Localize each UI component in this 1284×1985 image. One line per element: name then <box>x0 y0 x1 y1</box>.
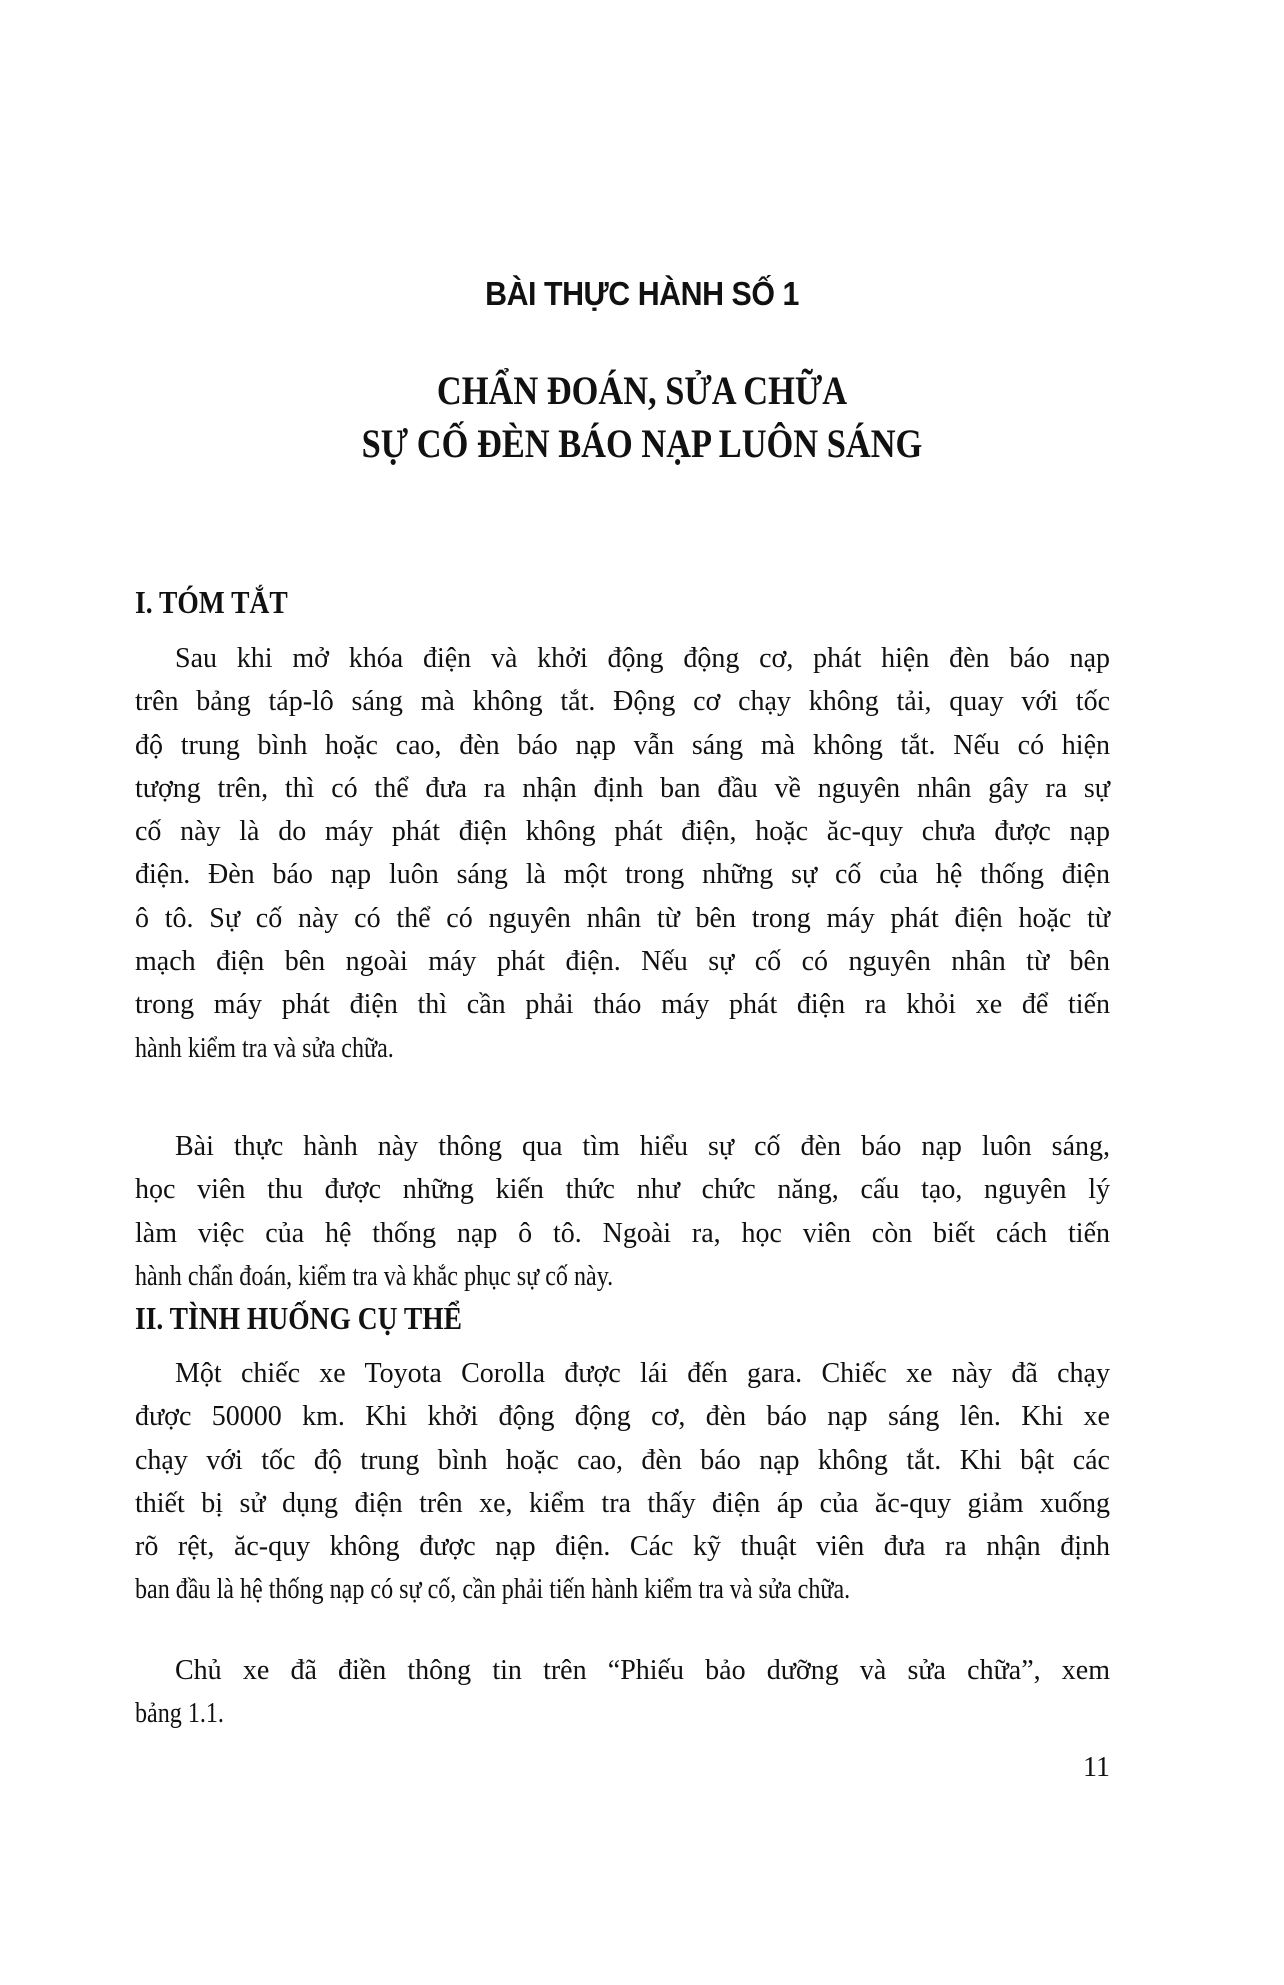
text-line: ô tô. Sự cố này có thể có nguyên nhân từ bên trong máy phát điện hoặc từ <box>135 902 1110 934</box>
text-line: được 50000 km. Khi khởi động động cơ, đèn báo nạp sáng lên. Khi xe <box>135 1401 1110 1433</box>
lesson-label: BÀI THỰC HÀNH SỐ 1 <box>485 275 799 312</box>
text-line: Một chiếc xe Toyota Corolla được lái đến gara. Chiếc xe này đã chạy <box>175 1358 1110 1389</box>
paragraph <box>135 1352 1110 1612</box>
paragraph <box>135 637 1110 1070</box>
text-line: Chủ xe đã điền thông tin trên “Phiếu bảo dưỡng và sửa chữa”, xem <box>175 1655 1110 1686</box>
text-line: mạch điện bên ngoài máy phát điện. Nếu sự cố có nguyên nhân từ bên <box>135 946 1110 978</box>
section-heading-situation: II. TÌNH HUỐNG CỤ THỂ <box>135 1300 463 1336</box>
text-line: trên bảng táp-lô sáng mà không tắt. Động cơ chạy không tải, quay với tốc <box>135 686 1110 718</box>
text-line: hành kiểm tra và sửa chữa. <box>135 1032 394 1064</box>
text-line: học viên thu được những kiến thức như chức năng, cấu tạo, nguyên lý <box>135 1174 1110 1206</box>
paragraph <box>135 1649 1110 1736</box>
text-line: điện. Đèn báo nạp luôn sáng là một trong những sự cố của hệ thống điện <box>135 859 1110 891</box>
text-line: cố này là do máy phát điện không phát điện, hoặc ăc-quy chưa được nạp <box>135 816 1110 848</box>
paragraph <box>135 1125 1110 1298</box>
text-line: trong máy phát điện thì cần phải tháo máy phát điện ra khỏi xe để tiến <box>135 989 1110 1021</box>
page-number: 11 <box>1083 1752 1110 1783</box>
text-line: tượng trên, thì có thể đưa ra nhận định ban đầu về nguyên nhân gây ra sự <box>135 772 1110 804</box>
text-line: thiết bị sử dụng điện trên xe, kiểm tra thấy điện áp của ăc-quy giảm xuống <box>135 1487 1110 1519</box>
chapter-title-line-2: SỰ CỐ ĐÈN BÁO NẠP LUÔN SÁNG <box>361 421 923 466</box>
text-line: làm việc của hệ thống nạp ô tô. Ngoài ra, học viên còn biết cách tiến <box>135 1217 1110 1249</box>
text-line: Sau khi mở khóa điện và khởi động động cơ, phát hiện đèn báo nạp <box>175 643 1110 674</box>
text-line: bảng 1.1. <box>135 1698 224 1730</box>
text-line: ban đầu là hệ thống nạp có sự cố, cần phải tiến hành kiểm tra và sửa chữa. <box>135 1574 851 1606</box>
chapter-title-line-1: CHẨN ĐOÁN, SỬA CHỮA <box>436 368 848 413</box>
text-line: chạy với tốc độ trung bình hoặc cao, đèn báo nạp không tắt. Khi bật các <box>135 1444 1110 1476</box>
text-line: Bài thực hành này thông qua tìm hiểu sự cố đèn báo nạp luôn sáng, <box>175 1131 1110 1162</box>
section-heading-summary: I. TÓM TẮT <box>135 584 288 620</box>
text-line: rõ rệt, ăc-quy không được nạp điện. Các kỹ thuật viên đưa ra nhận định <box>135 1531 1110 1563</box>
text-line: hành chẩn đoán, kiểm tra và khắc phục sự cố này. <box>135 1260 614 1292</box>
text-line: độ trung bình hoặc cao, đèn báo nạp vẫn sáng mà không tắt. Nếu có hiện <box>135 729 1110 761</box>
